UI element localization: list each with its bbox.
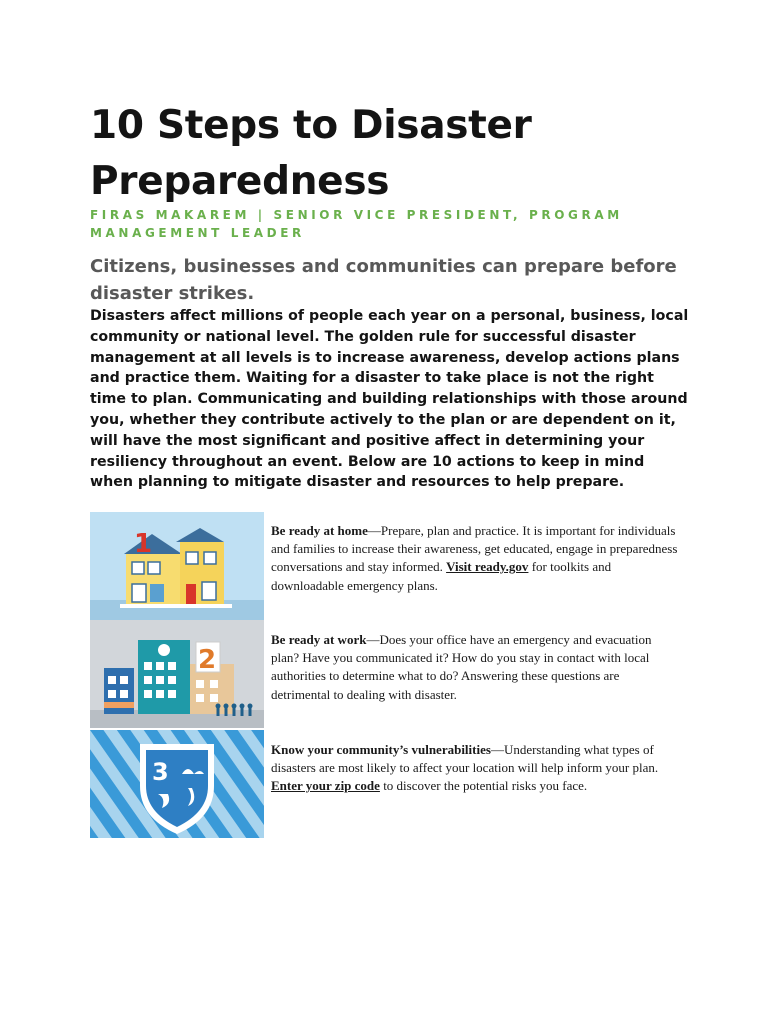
step-2-heading: Be ready at work <box>271 632 367 647</box>
ready-gov-link[interactable]: Visit ready.gov <box>446 559 529 575</box>
article-title: 10 Steps to Disaster Preparedness <box>90 103 532 204</box>
step-1-text-after: for toolkits and downloadable emergency plans. <box>271 559 612 593</box>
house-icon <box>90 512 264 620</box>
step-number-3: 3 <box>152 758 169 786</box>
step-number-1: 1 <box>134 529 153 559</box>
step-3-description <box>271 741 681 796</box>
step-1-description <box>271 522 681 595</box>
hazard-shield-icon <box>90 730 264 838</box>
step-2-description <box>271 631 681 704</box>
step-3-text-after: to discover the potential risks you face. <box>379 778 588 794</box>
author-byline: FIRAS MAKAREM | SENIOR VICE PRESIDENT, PROGRAM MANAGEMENT LEADER <box>90 208 623 240</box>
article-subheading: Citizens, businesses and communities can prepare before disaster strikes. <box>90 256 677 304</box>
step-1-heading: Be ready at home <box>271 523 368 538</box>
step-number-2: 2 <box>198 645 217 675</box>
step-2-text: —Does your office have an emergency and evacuation plan? Have you communicated it? How do you stay in contact with local authorities to determine what to do? Answering these questions are detrimental to dealing with disaster. <box>271 632 652 702</box>
step-3-text: —Understanding what types of disasters are most likely to affect your location will help inform your plan. <box>271 742 659 776</box>
step-1-text: —Prepare, plan and practice. It is important for individuals and families to increase their awareness, get educated, engage in preparedness conversations and stay informed. <box>271 523 678 575</box>
zip-code-link[interactable]: Enter your zip code <box>271 778 380 794</box>
office-buildings-icon <box>90 620 264 728</box>
intro-paragraph: Disasters affect millions of people each year on a personal, business, local community or national level. The golden rule for successful disaster management at all levels is to increase awareness, develop actions plans and practice them. Waiting for a disaster to take place is not the right time to plan. Communicating and building relationships with those around you, whether they contribute actively to the plan or are dependent on it, will have the most significant and positive affect in determining your resiliency throughout an event. Below are 10 actions to keep in mind when planning to mitigate disaster and resources to help prepare. <box>90 308 689 491</box>
step-3-heading: Know your community’s vulnerabilities <box>271 742 491 757</box>
